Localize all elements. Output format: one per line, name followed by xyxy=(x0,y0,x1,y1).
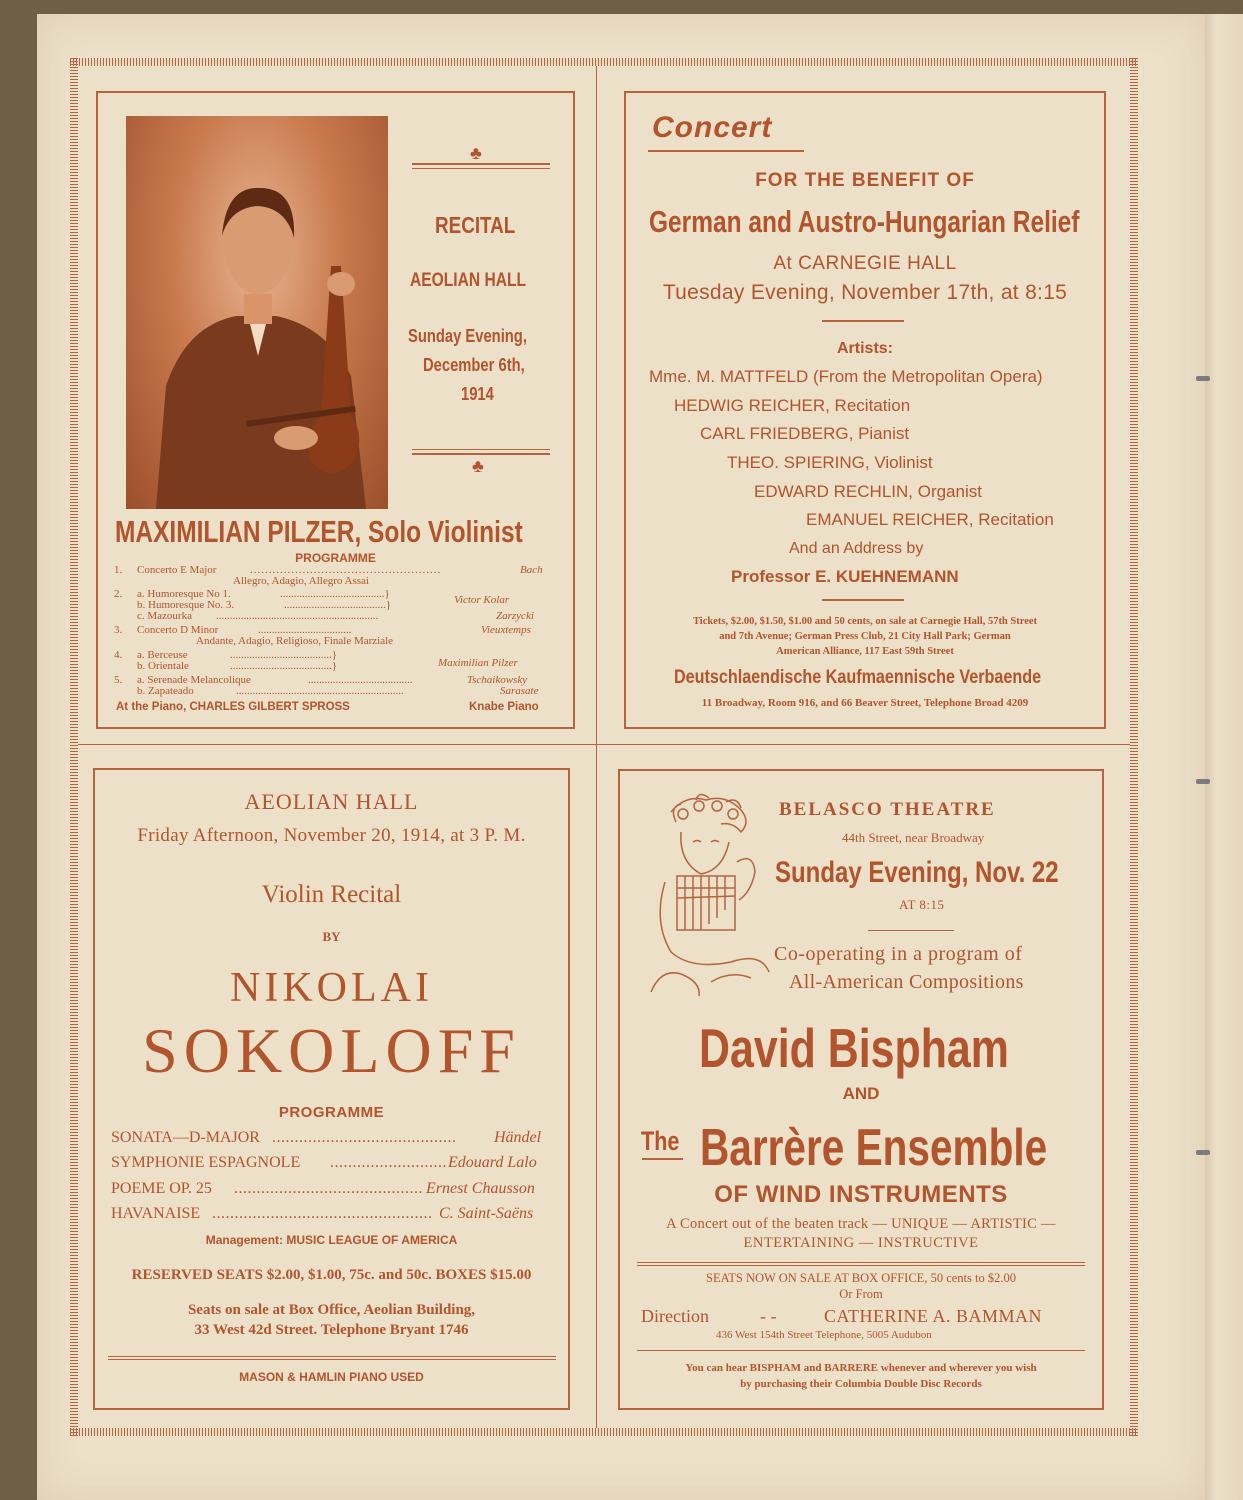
program-num: 1. xyxy=(114,564,123,576)
piano-accompanist: At the Piano, CHARLES GILBERT SPROSS xyxy=(116,701,350,713)
tickets-line: Tickets, $2.00, $1.50, $1.00 and 50 cents, on sale at Carnegie Hall, 57th Street xyxy=(692,616,1038,627)
program-subtitle: Allegro, Adagio, Allegro Assai xyxy=(233,575,369,587)
artists-heading: Artists: xyxy=(836,340,893,357)
heading-underline xyxy=(648,150,804,152)
recital-heading: RECITAL xyxy=(435,212,516,238)
or-from: Or From xyxy=(839,1287,883,1301)
seats-line: SEATS NOW ON SALE AT BOX OFFICE, 50 cents to $2.00 xyxy=(706,1271,1016,1285)
cooperating-line: Co-operating in a program of xyxy=(774,943,1023,965)
artist-line: EMANUEL REICHER, Recitation xyxy=(806,510,1054,529)
vertical-divider xyxy=(596,66,597,1428)
border-bottom xyxy=(70,1428,1138,1436)
theatre-street: 44th Street, near Broadway xyxy=(842,830,985,845)
program-title: b. Humoresque No. 3. xyxy=(137,599,235,611)
program-title: b. Orientale xyxy=(137,660,189,672)
page-gutter xyxy=(1205,14,1243,1500)
organization-name: Deutschlaendische Kaufmaennische Verbaende xyxy=(674,667,1042,688)
program-composer: Victor Kolar xyxy=(454,594,510,606)
professor-name: Professor E. KUEHNEMANN xyxy=(731,567,959,586)
program-title: Concerto E Major xyxy=(137,564,217,576)
manager-address: 436 West 154th Street Telephone, 5005 Audubon xyxy=(716,1329,932,1341)
program-num: 4. xyxy=(114,649,123,661)
ornament-rule xyxy=(412,453,550,455)
concert-heading: Concert xyxy=(652,111,773,144)
horizontal-divider xyxy=(78,744,1130,745)
violinist-photo xyxy=(126,116,388,509)
ensemble-name: Barrère Ensemble xyxy=(700,1119,1048,1177)
the-label: The xyxy=(641,1126,680,1156)
program-composer: Bach xyxy=(520,564,543,576)
program-composer: Vieuxtemps xyxy=(481,624,531,636)
club-ornament-icon: ♣ xyxy=(470,143,482,163)
management-line: Management: MUSIC LEAGUE OF AMERICA xyxy=(205,1233,458,1247)
artist-last-name: SOKOLOFF xyxy=(142,1015,521,1086)
theatre-name: BELASCO THEATRE xyxy=(779,799,996,820)
date-year: 1914 xyxy=(461,384,494,404)
tickets-line: and 7th Avenue; German Press Club, 21 City Hall Park; German xyxy=(719,631,1011,642)
direction-dashes: - - xyxy=(760,1306,777,1326)
separator-rule xyxy=(108,1359,556,1360)
seat-prices: RESERVED SEATS $2.00, $1.00, 75c. and 50c. BOXES $15.00 xyxy=(131,1267,532,1283)
cooperating-line: All-American Compositions xyxy=(789,971,1024,993)
date-line: Sunday Evening, xyxy=(408,326,527,346)
program-composer: Maximilian Pilzer xyxy=(438,657,518,669)
border-right xyxy=(1130,58,1138,1436)
program-composer: Tschaikowsky xyxy=(467,674,528,686)
program-num: 3. xyxy=(114,624,123,636)
benefit-line: FOR THE BENEFIT OF xyxy=(755,170,975,191)
the-underline xyxy=(642,1158,683,1160)
artist-line: THEO. SPIERING, Violinist xyxy=(727,453,933,472)
program-title: Concerto D Minor xyxy=(137,624,219,636)
program-subtitle: Andante, Adagio, Religioso, Finale Marziale xyxy=(196,635,394,647)
and-label: AND xyxy=(842,1084,880,1103)
by-label: BY xyxy=(322,929,341,944)
concert-time: AT 8:15 xyxy=(899,897,945,912)
piano-brand: Knabe Piano xyxy=(469,701,539,713)
program-title: a. Berceuse xyxy=(137,649,188,661)
artist-line: Mme. M. MATTFELD (From the Metropolitan Opera) xyxy=(649,367,1043,386)
concert-date: Sunday Evening, Nov. 22 xyxy=(775,856,1059,889)
recital-date: Friday Afternoon, November 20, 1914, at 3 P. M. xyxy=(137,825,526,846)
artist-line: CARL FRIEDBERG, Pianist xyxy=(700,424,910,443)
violin-recital-heading: Violin Recital xyxy=(261,881,402,908)
separator-rule xyxy=(868,930,954,931)
program-title: b. Zapateado xyxy=(137,685,194,697)
venue-line: At CARNEGIE HALL xyxy=(773,253,957,274)
address-line: And an Address by xyxy=(789,540,924,557)
violinist-portrait-image xyxy=(126,116,388,509)
separator-rule xyxy=(637,1265,1085,1266)
separator-rule xyxy=(637,1262,1085,1263)
program-composer: C. Saint-Saëns xyxy=(439,1205,534,1222)
staple xyxy=(1196,779,1210,784)
organization-address: 11 Broadway, Room 916, and 66 Beaver Street, Telephone Broad 4209 xyxy=(701,697,1029,709)
direction-label: Direction xyxy=(641,1306,709,1326)
program-title: c. Mazourka xyxy=(137,610,192,622)
separator-rule xyxy=(822,599,904,601)
ornament-rule xyxy=(412,168,550,169)
program-title: a. Serenade Melancolique xyxy=(137,674,251,686)
program-composer: Ernest Chausson xyxy=(426,1180,535,1197)
program-composer: Zarzycki xyxy=(496,610,534,622)
concert-date: Tuesday Evening, November 17th, at 8:15 xyxy=(662,281,1068,304)
program-title: HAVANAISE xyxy=(111,1205,201,1222)
pan-piper-illustration xyxy=(641,792,771,1002)
date-line: December 6th, xyxy=(423,355,525,375)
box-office-line: 33 West 42d Street. Telephone Bryant 1746 xyxy=(194,1322,469,1338)
club-ornament-icon: ♣ xyxy=(472,456,484,476)
piano-used: MASON & HAMLIN PIANO USED xyxy=(239,1370,424,1384)
description-line: ENTERTAINING — INSTRUCTIVE xyxy=(743,1235,979,1251)
records-line: You can hear BISPHAM and BARRERE whenever and wherever you wish xyxy=(685,1362,1037,1374)
program-title: a. Humoresque No 1. xyxy=(137,588,231,600)
staple xyxy=(1196,1150,1210,1155)
artist-first-name: NIKOLAI xyxy=(230,965,433,1011)
border-left xyxy=(70,58,78,1436)
program-composer: Edouard Lalo xyxy=(448,1154,537,1171)
program-title: SYMPHONIE ESPAGNOLE xyxy=(111,1154,301,1171)
ornament-rule xyxy=(412,449,550,450)
records-line: by purchasing their Columbia Double Disc Records xyxy=(740,1378,982,1390)
manager-name: CATHERINE A. BAMMAN xyxy=(824,1306,1043,1326)
staple xyxy=(1196,376,1210,381)
program-composer: Sarasate xyxy=(500,685,539,697)
separator-rule xyxy=(108,1356,556,1357)
separator-rule xyxy=(822,320,904,322)
programme-heading: PROGRAMME xyxy=(295,551,376,565)
box-office-line: Seats on sale at Box Office, Aeolian Building, xyxy=(187,1302,476,1318)
separator-rule xyxy=(637,1350,1085,1351)
hall-name: AEOLIAN HALL xyxy=(244,789,419,814)
hall-name: AEOLIAN HALL xyxy=(410,270,526,291)
program-composer: Händel xyxy=(494,1129,542,1146)
tickets-line: American Alliance, 117 East 59th Street xyxy=(776,646,954,657)
artist-line: HEDWIG REICHER, Recitation xyxy=(674,396,911,415)
border-top xyxy=(70,58,1138,66)
wind-instruments: OF WIND INSTRUMENTS xyxy=(714,1181,1008,1208)
program-title: SONATA—D-MAJOR xyxy=(111,1129,260,1146)
artist-name: MAXIMILIAN PILZER, Solo Violinist xyxy=(115,514,523,549)
description-line: A Concert out of the beaten track — UNIQUE — ARTISTIC — xyxy=(666,1216,1056,1232)
programme-heading: PROGRAMME xyxy=(278,1104,385,1121)
performer-name: David Bispham xyxy=(699,1017,1009,1079)
program-num: 5. xyxy=(114,674,123,686)
program-title: POEME OP. 25 xyxy=(111,1180,212,1197)
artist-line: EDWARD RECHLIN, Organist xyxy=(754,482,982,501)
relief-title: German and Austro-Hungarian Relief xyxy=(649,204,1080,239)
program-num: 2. xyxy=(114,588,123,600)
